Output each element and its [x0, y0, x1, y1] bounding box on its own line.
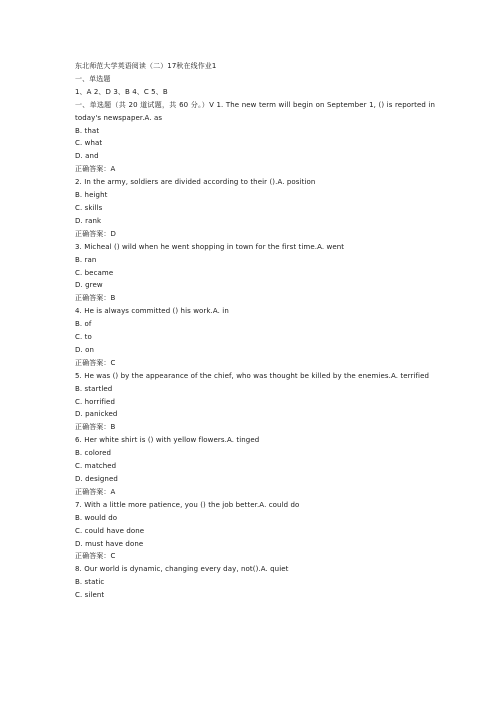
- question-6-option-d: D. designed: [75, 475, 118, 483]
- question-8-option-c: C. silent: [75, 591, 105, 600]
- question-1-option-d: D. and: [75, 152, 99, 161]
- question-6-option-b: B. colored: [75, 449, 112, 458]
- question-4-option-d: D. on: [75, 345, 95, 354]
- question-6-option-c: C. matched: [75, 462, 117, 471]
- question-8-option-b: B. static: [75, 578, 105, 587]
- question-1-option-c: C. what: [75, 139, 103, 148]
- question-2-answer: 正确答案：D: [75, 229, 116, 238]
- question-5-option-d: D. panicked: [75, 410, 118, 419]
- question-6-answer: 正确答案：A: [75, 487, 116, 496]
- question-4-option-b: B. of: [75, 320, 92, 329]
- question-5-stem: 5. He was () by the appearance of the chief, who was thought be killed by the enemies.A. terrified: [75, 371, 430, 380]
- section-instructions: 一、单选题（共 20 道试题，共 60 分。）V 1.: [75, 100, 224, 109]
- question-2-option-d: D. rank: [75, 216, 102, 225]
- question-5-option-c: C. horrified: [75, 397, 115, 406]
- question-6-stem: 6. Her white shirt is () with yellow flowers.A. tinged: [75, 436, 260, 445]
- question-2-option-c: C. skills: [75, 203, 103, 212]
- question-3-option-d: D. grew: [75, 281, 103, 290]
- question-4-stem: 4. He is always committed () his work.A. in: [75, 307, 229, 316]
- question-1-stem: 一、单选题（共 20 道试题，共 60 分。）V 1. The new term will begin on September 1, () is reported in today's newspaper.A. as: [75, 100, 436, 122]
- question-7-option-c: C. could have done: [75, 526, 145, 535]
- question-3-answer: 正确答案：B: [75, 294, 116, 303]
- question-7-answer: 正确答案：C: [75, 552, 116, 561]
- question-7-option-b: B. would do: [75, 513, 118, 522]
- question-2-option-b: B. height: [75, 191, 108, 200]
- question-3-option-c: C. became: [75, 268, 114, 277]
- question-3-option-b: B. ran: [75, 255, 97, 264]
- question-1-option-b: B. that: [75, 126, 100, 135]
- question-1-answer: 正确答案：A: [75, 165, 116, 174]
- question-4-answer: 正确答案：C: [75, 358, 116, 367]
- question-8-stem: 8. Our world is dynamic, changing every day, not().A. quiet: [75, 565, 289, 574]
- question-5-answer: 正确答案：B: [75, 423, 116, 432]
- question-4-option-c: C. to: [75, 333, 92, 342]
- section-heading: 一、单选题: [75, 74, 111, 83]
- question-3-stem: 3. Micheal () wild when he went shopping in town for the first time.A. went: [75, 242, 345, 251]
- question-7-stem: 7. With a little more patience, you () the job better.A. could do: [75, 500, 300, 509]
- answer-summary: 1、A 2、D 3、B 4、C 5、B: [75, 87, 168, 96]
- document-content: [75, 60, 435, 602]
- document-title: 东北师范大学英语阅读（二）17秋在线作业1: [75, 62, 217, 70]
- question-5-option-b: B. startled: [75, 384, 113, 393]
- question-7-option-d: D. must have done: [75, 539, 144, 548]
- question-2-stem: 2. In the army, soldiers are divided according to their ().A. position: [75, 178, 316, 187]
